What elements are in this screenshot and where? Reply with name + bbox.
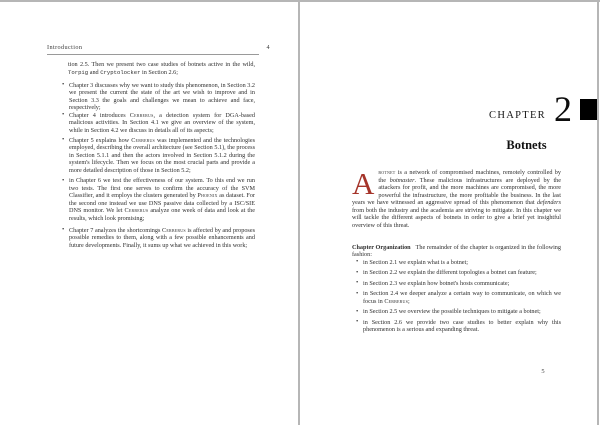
list-item bbox=[62, 226, 255, 250]
list-item-text: in Section 2.3 we explain how botnet's hosts communicate; bbox=[363, 279, 510, 287]
list-item-text: in Section 2.4 we deeper analyze a certain way to communicate, on which we focus in Cerberus; bbox=[363, 290, 561, 305]
chapter-number: 2 bbox=[554, 89, 572, 129]
bullet-icon: • bbox=[62, 111, 65, 118]
page-divider bbox=[298, 0, 300, 425]
list-item-text: in Section 2.2 we explain the different topologies a botnet can feature; bbox=[363, 269, 537, 276]
bullet-icon: • bbox=[356, 268, 359, 276]
viewer-right-border bbox=[597, 0, 599, 425]
paragraph-continuation: tion 2.5. Then we present two case studies of botnets active in the wild, Torpig and Cryptolocker in Section 2.6; bbox=[68, 61, 255, 76]
page-number-right: 5 bbox=[541, 368, 545, 375]
chapter-intro-text: botnet is a network of compromised machines, remotely controlled by the botmaster. These malicious infrastructures are deployed by the attackers for profit, and the more machines are compromised, the more powerful the infrastructure, the more profitable the business. In the last years we have witnessed an aggressive spread of this phenomenon that defenders from both the industry and the academia are striving to mitigate. In this chapter we will tackle the different aspects of botnets in order to give a brief yet insightful overview of this threat. bbox=[352, 169, 562, 229]
chapter-heading bbox=[489, 89, 597, 129]
header-rule bbox=[47, 54, 259, 55]
viewer-top-border bbox=[0, 0, 600, 2]
list-item bbox=[356, 268, 561, 277]
bullet-icon: • bbox=[62, 226, 65, 233]
bullet-icon: • bbox=[62, 81, 65, 88]
list-item-text: Chapter 4 introduces Cerberus, a detection system for DGA-based malicious activities. In Section 4.1 we give an overview of the system, while in Section 4.2 we discuss in details all of its aspects; bbox=[69, 111, 255, 134]
list-item-text: Chapter 5 explains how Cerberus was implemented and the technologies employed, describing the overall architecture (see Section 5.1), the process in Section 5.1.1 and then the actors involved in Section 5.1.2 during the system's lifecycle. Then we focus on the most crucial parts and provide a more detailed description of those in Section 5.2; bbox=[69, 136, 255, 174]
bullet-icon: • bbox=[62, 176, 65, 184]
list-item-text: in Section 2.1 we explain what is a botnet; bbox=[363, 258, 468, 266]
chapter-organization-paragraph: Chapter Organization The remainder of the chapter is organized in the following fashion: bbox=[352, 243, 561, 258]
list-item bbox=[62, 81, 255, 112]
bullet-icon: • bbox=[356, 258, 359, 265]
list-item bbox=[356, 258, 561, 267]
running-header-title: Introduction bbox=[47, 44, 83, 51]
running-header bbox=[47, 44, 270, 51]
page-left bbox=[0, 0, 298, 425]
list-item bbox=[356, 318, 561, 334]
chapter-thumb-square bbox=[580, 99, 597, 120]
list-item-text: in Section 2.6 we provide two case studies to better explain why this phenomenon is a serious and expanding threat. bbox=[363, 318, 561, 333]
bullet-icon: • bbox=[356, 279, 359, 286]
drop-cap: A bbox=[352, 166, 375, 201]
list-item-text: in Chapter 6 we test the effectiveness of our system. To this end we run two tests. The first one serves to confirm the accuracy of the SVM Classifier, and it employs the clusters generated by Phoenix as dataset. For the second one instead we use DNS passive data collected by a ISC/SIE DNS monitor. We let Cerberus analyze one week of data and look at the results, which look promising; bbox=[69, 177, 255, 222]
list-item bbox=[356, 289, 561, 305]
chapter-label: CHAPTER bbox=[489, 110, 546, 121]
list-item bbox=[62, 176, 255, 222]
page-right bbox=[300, 0, 597, 425]
bullet-icon: • bbox=[356, 318, 359, 325]
list-item-text: Chapter 3 discusses why we want to study this phenomenon, in Section 3.2 we present the current the state of the art we wish to improve and in Section 3.3 the goals and challenges we mean to achieve and face, respectively; bbox=[69, 81, 255, 111]
chapter-intro-paragraph bbox=[352, 166, 562, 229]
bullet-icon: • bbox=[356, 289, 359, 297]
list-item bbox=[62, 111, 255, 135]
page-number-left: 4 bbox=[266, 44, 270, 51]
list-item bbox=[62, 136, 255, 175]
bullet-icon: • bbox=[356, 307, 359, 315]
bullet-icon: • bbox=[62, 136, 65, 143]
chapter-title: Botnets bbox=[506, 138, 547, 152]
list-item-text: Chapter 7 analyzes the shortcomings Cerberus is affected by and proposes possible remedies to them, along with a few possible enhancements and future developments. Finally, it sums up what we achieved in this work; bbox=[69, 226, 255, 249]
list-item-text: in Section 2.5 we overview the possible techniques to mitigate a botnet; bbox=[363, 308, 541, 315]
list-item bbox=[356, 307, 561, 316]
list-item bbox=[356, 279, 561, 288]
